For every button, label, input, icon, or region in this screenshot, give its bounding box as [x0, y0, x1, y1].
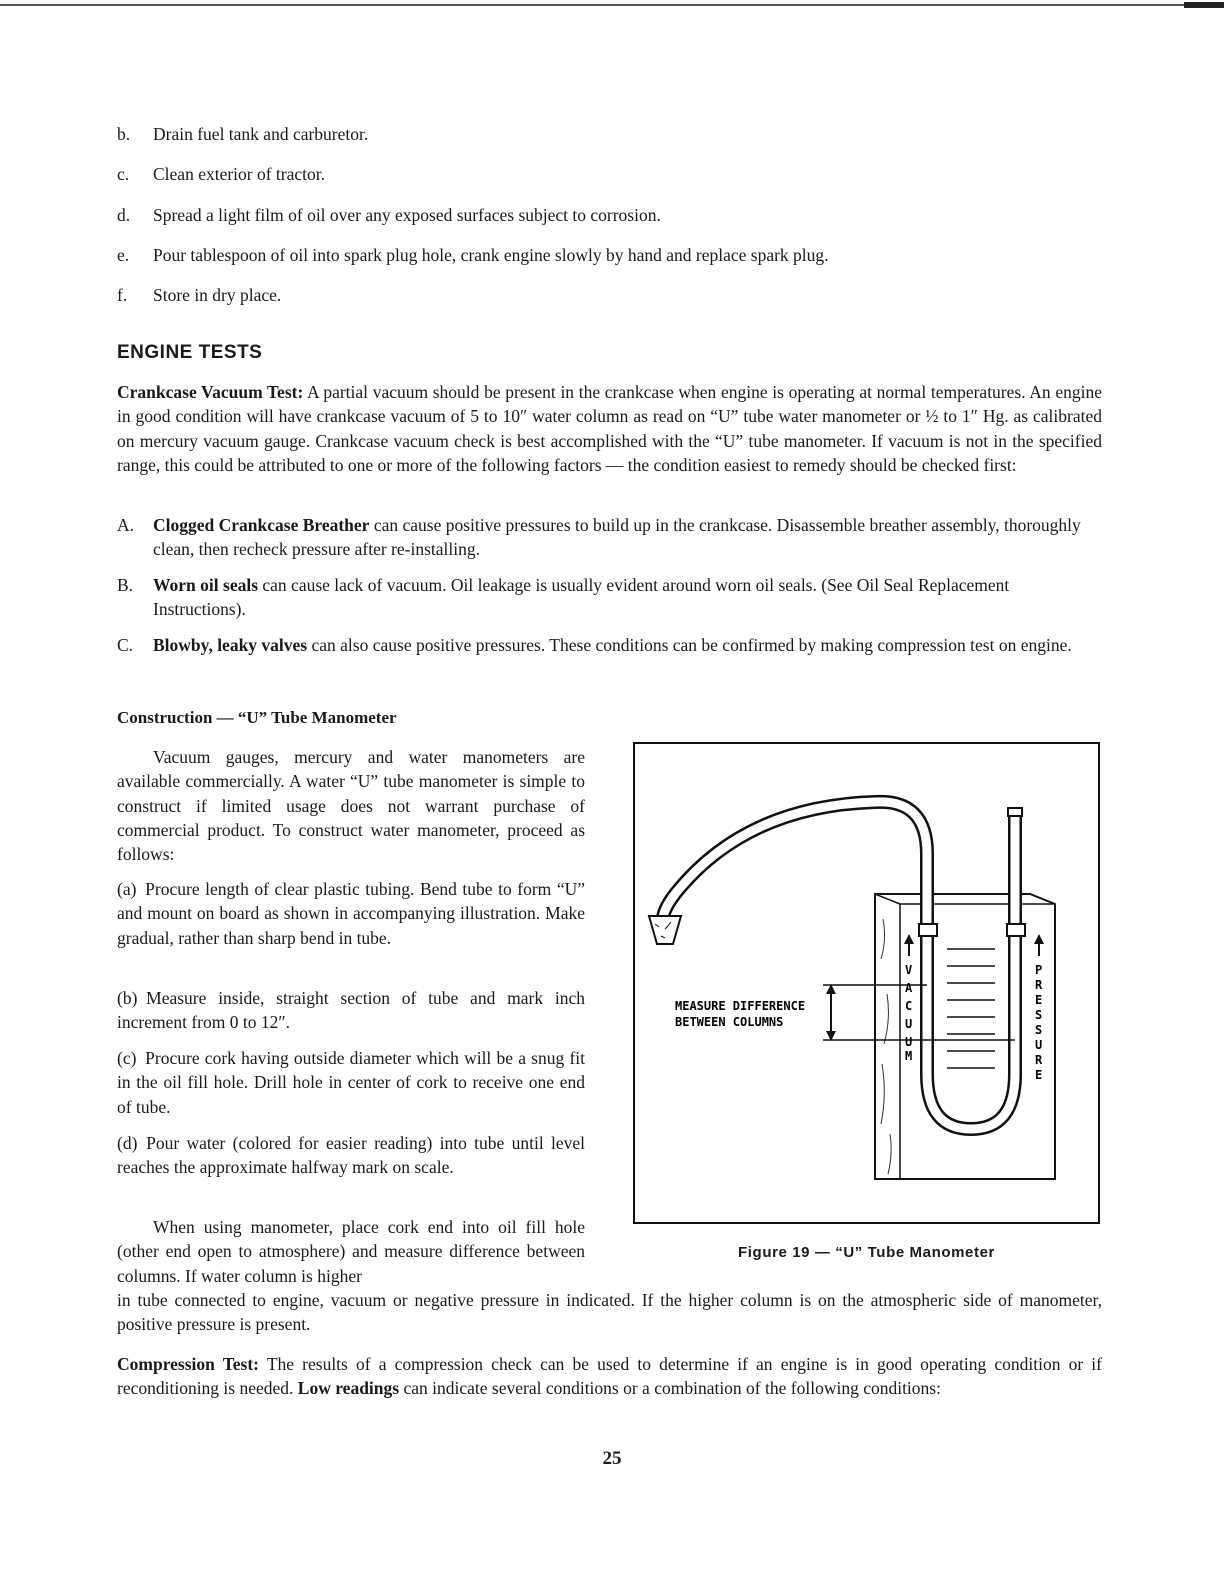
vacuum-letter-6: M	[905, 1049, 913, 1063]
section-heading-engine-tests: ENGINE TESTS	[117, 342, 263, 363]
crankcase-vacuum-paragraph	[117, 380, 1102, 477]
list-item-b: b. Drain fuel tank and carburetor.	[117, 124, 369, 144]
pressure-letter-8: E	[1035, 1068, 1043, 1082]
vacuum-letter-4: U	[905, 1017, 913, 1031]
vacuum-letter-1: V	[905, 963, 913, 977]
crankcase-text: A partial vacuum should be present in the crankcase when engine is operating at normal temperatures. An engine in good condition will have crankcase vacuum of 5 to 10″ water column as read on “U” tube water manometer or ½ to 1″ Hg. as calibrated on mercury vacuum gauge. Crankcase vacuum check is best accomplished with the “U” tube manometer. If vacuum is not in the specified range, this could be attributed to one or more of the following factors — the condition easiest to remedy should be checked first:	[117, 382, 1102, 475]
clamp-right	[1007, 924, 1025, 936]
step-d: (d) Pour water (colored for easier reading) into tube until level reaches the approximate halfway mark on scale.	[117, 1133, 585, 1178]
construction-intro: Vacuum gauges, mercury and water manometers are available commercially. A water “U” tube manometer is simple to construct if limited usage does not warrant purchase of commercial product. To construct water manometer, proceed as follows:	[117, 747, 585, 865]
measure-label-line1: MEASURE DIFFERENCE	[675, 999, 806, 1013]
list-item-c: c. Clean exterior of tractor.	[117, 164, 326, 184]
construction-heading: Construction — “U” Tube Manometer	[117, 708, 397, 727]
pressure-letter-4: S	[1035, 1008, 1043, 1022]
pressure-letter-7: R	[1035, 1053, 1043, 1067]
measure-label-line2: BETWEEN COLUMNS	[675, 1015, 784, 1029]
corner-mark	[1184, 2, 1224, 8]
compression-test-paragraph: Compression Test: The results of a compression check can be used to determine if an engine is in good operating condition or if reconditioning is needed. Low readings can indicate several conditions or a combination of the following conditions:	[117, 1354, 1102, 1399]
list-item-f: f. Store in dry place.	[117, 285, 282, 305]
page-number: 25	[602, 1448, 622, 1469]
crankcase-label: Crankcase Vacuum Test:	[117, 382, 304, 402]
cork	[649, 916, 681, 944]
factor-a: A. Clogged Crankcase Breather can cause positive pressures to build up in the crankcase. Disassemble breather assembly, thoroughly clean, then recheck pressure after re-installing.	[117, 515, 1081, 559]
compression-label: Compression Test:	[117, 1354, 259, 1374]
vacuum-letter-5: U	[905, 1035, 913, 1049]
figure-caption: Figure 19 — “U” Tube Manometer	[738, 1244, 995, 1261]
board-outline	[875, 894, 1055, 1179]
pressure-letter-1: P	[1035, 963, 1043, 977]
pressure-letter-6: U	[1035, 1038, 1043, 1052]
open-end	[1008, 808, 1022, 816]
factor-c: C. Blowby, leaky valves can also cause positive pressures. These conditions can be confirmed by making compression test on engine.	[117, 635, 1072, 655]
clamp-left	[919, 924, 937, 936]
using-manometer-full: in tube connected to engine, vacuum or negative pressure in indicated. If the higher column is on the atmospheric side of manometer, positive pressure is present.	[117, 1290, 1102, 1335]
using-manometer-col: When using manometer, place cork end into oil fill hole (other end open to atmosphere) and measure difference between columns. If water column is higher	[117, 1217, 585, 1286]
pressure-letter-3: E	[1035, 993, 1043, 1007]
manometer-illustration	[635, 744, 1098, 1222]
list-item-d: d. Spread a light film of oil over any exposed surfaces subject to corrosion.	[117, 205, 661, 225]
vacuum-letter-2: A	[905, 981, 913, 995]
pressure-letter-5: S	[1035, 1023, 1043, 1037]
factor-b: B. Worn oil seals can cause lack of vacuum. Oil leakage is usually evident around worn oil seals. (See Oil Seal Replacement Instructions).	[117, 575, 1010, 619]
step-b: (b) Measure inside, straight section of tube and mark inch increment from 0 to 12″.	[117, 988, 585, 1033]
step-c: (c) Procure cork having outside diameter which will be a snug fit in the oil fill hole. Drill hole in center of cork to receive one end of tube.	[117, 1048, 585, 1117]
vacuum-letter-3: C	[905, 999, 913, 1013]
figure-19-box	[633, 742, 1100, 1224]
pressure-letter-2: R	[1035, 978, 1043, 992]
step-a: (a) Procure length of clear plastic tubing. Bend tube to form “U” and mount on board as shown in accompanying illustration. Make gradual, rather than sharp bend in tube.	[117, 879, 585, 948]
list-item-e: e. Pour tablespoon of oil into spark plug hole, crank engine slowly by hand and replace spark plug.	[117, 245, 829, 265]
top-border-line	[0, 4, 1224, 6]
